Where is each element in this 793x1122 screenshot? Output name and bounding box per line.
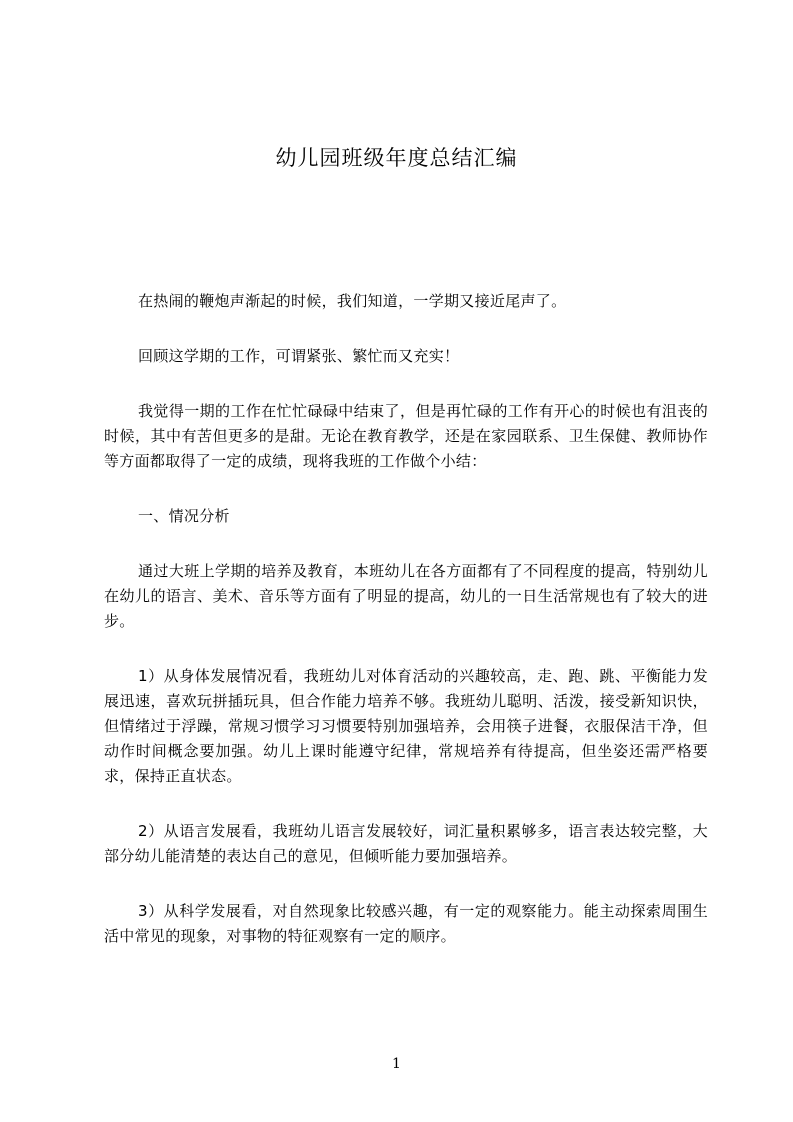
- paragraph-review: 回顾这学期的工作，可谓紧张、繁忙而又充实！: [138, 347, 460, 365]
- paragraph-intro: 在热闹的鞭炮声渐起的时候，我们知道，一学期又接近尾声了。: [138, 292, 567, 310]
- paragraph-overview: 通过大班上学期的培养及教育，本班幼儿在各方面都有了不同程度的提高，特别幼儿在幼儿的语言、美术、音乐等方面有了明显的提高，幼儿的一日生活常规也有了较大的进步。: [104, 562, 708, 630]
- paragraph-science-development: 3）从科学发展看，对自然现象比较感兴趣，有一定的观察能力。能主动探索周围生活中常见的现象，对事物的特征观察有一定的顺序。: [104, 902, 708, 945]
- paragraph-physical-development: 1）从身体发展情况看，我班幼儿对体育活动的兴趣较高，走、跑、跳、平衡能力发展迅速，喜欢玩拼插玩具，但合作能力培养不够。我班幼儿聪明、活泼，接受新知识快，但情绪过于浮躁，常规习惯学习习惯要特别加强培养，会用筷子进餐，衣服保洁干净，但动作时间概念要加强。幼儿上课时能遵守纪律，常规培养有待提高，但坐姿还需严格要求，保持正直状态。: [104, 667, 708, 785]
- document-body: [104, 289, 708, 979]
- page-number: 1: [392, 1056, 401, 1072]
- paragraph-summary: 我觉得一期的工作在忙忙碌碌中结束了，但是再忙碌的工作有开心的时候也有沮丧的时候，其中有苦但更多的是甜。无论在教育教学，还是在家园联系、卫生保健、教师协作等方面都取得了一定的成绩，现将我班的工作做个小结：: [104, 402, 708, 470]
- section-heading-situation-analysis: 一、情况分析: [138, 507, 230, 525]
- paragraph-language-development: 2）从语言发展看，我班幼儿语言发展较好，词汇量积累够多，语言表达较完整，大部分幼儿能清楚的表达自己的意见，但倾听能力要加强培养。: [104, 822, 708, 865]
- document-title: 幼儿园班级年度总结汇编: [275, 146, 518, 170]
